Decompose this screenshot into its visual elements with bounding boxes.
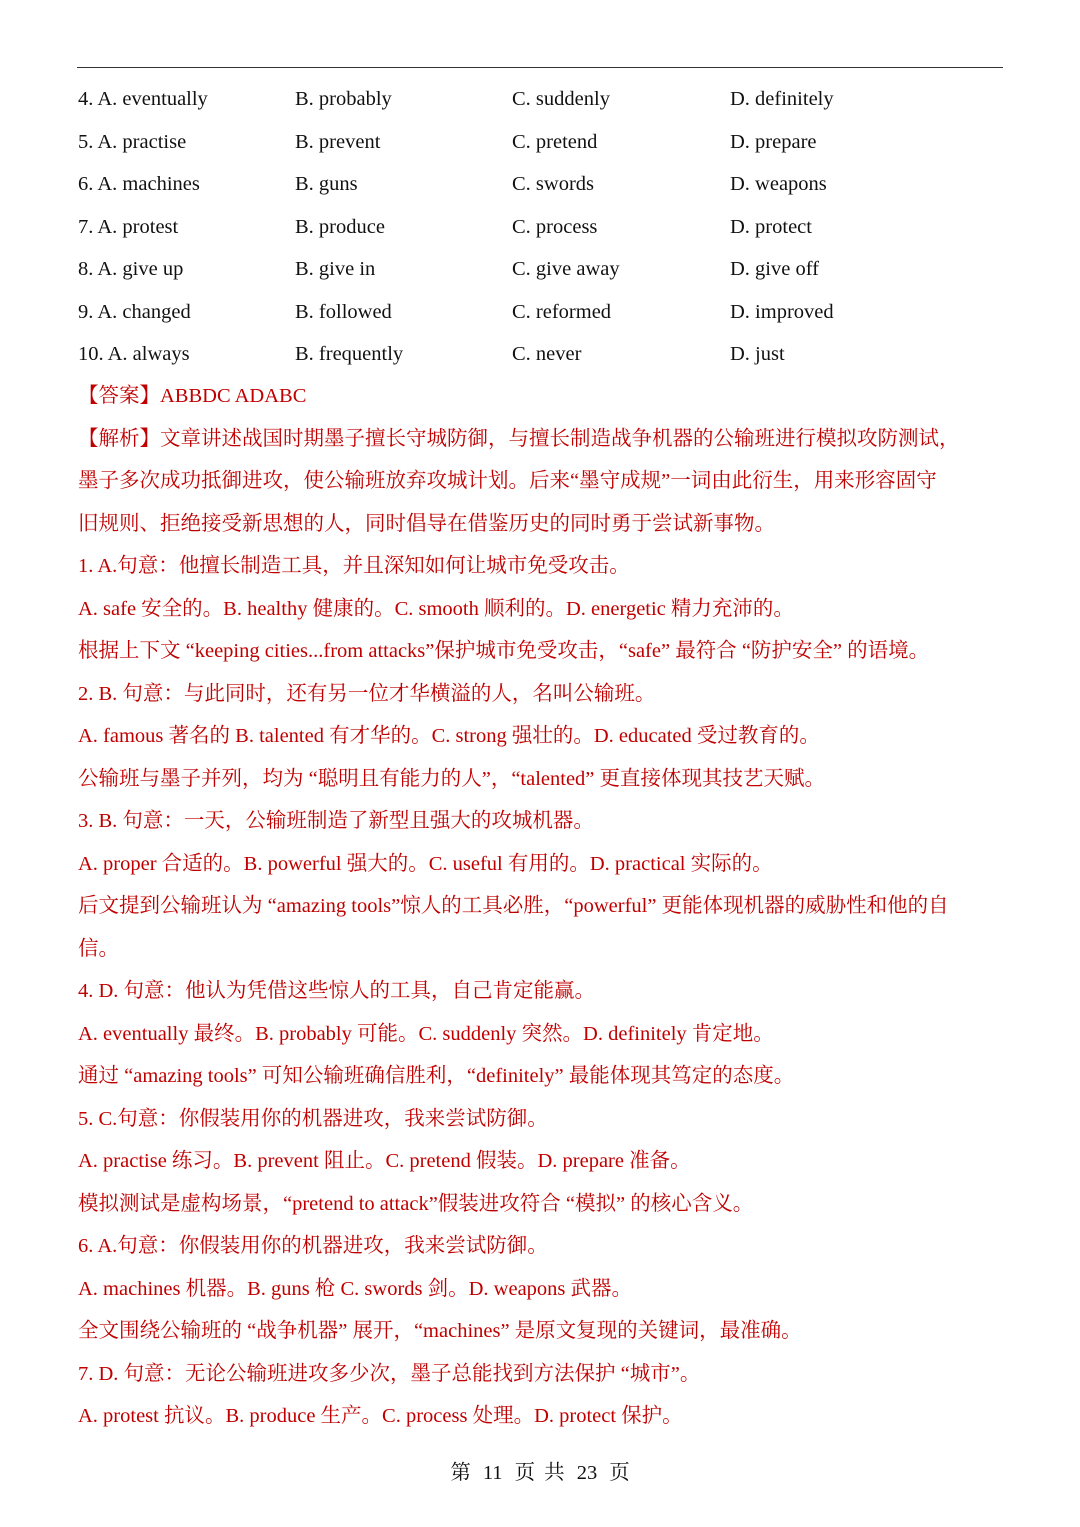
answer-analysis xyxy=(78,375,1008,1438)
option-d: D. protect xyxy=(730,215,812,238)
analysis-line: 模拟测试是虚构场景，“pretend to attack”假装进攻符合 “模拟” 的核心含义。 xyxy=(78,1192,754,1215)
option-b: B. prevent xyxy=(295,130,381,153)
option-b: B. guns xyxy=(295,173,358,195)
option-a: 5. A. practise xyxy=(78,130,187,153)
analysis-line: A. famous 著名的 B. talented 有才华的。C. strong 强壮的。D. educated 受过教育的。 xyxy=(78,725,820,747)
analysis-line: 4. D. 句意：他认为凭借这些惊人的工具，自己肯定能赢。 xyxy=(78,980,596,1002)
option-a: 7. A. protest xyxy=(78,215,179,238)
analysis-line: 后文提到公输班认为 “amazing tools”惊人的工具必胜，“powerful” 更能体现机器的威胁性和他的自 xyxy=(78,895,949,917)
option-row-6 xyxy=(78,163,1003,206)
option-d: D. improved xyxy=(730,300,834,323)
option-c: C. reformed xyxy=(512,300,612,323)
analysis-line: 全文围绕公输班的 “战争机器” 展开，“machines” 是原文复现的关键词，最准确。 xyxy=(78,1320,802,1342)
options-table xyxy=(78,78,1003,376)
option-row-7 xyxy=(78,206,1003,249)
option-b: B. produce xyxy=(295,215,385,238)
analysis-line: 通过 “amazing tools” 可知公输班确信胜利，“definitely” 最能体现其笃定的态度。 xyxy=(78,1065,795,1087)
option-a: 8. A. give up xyxy=(78,258,184,280)
analysis-line: 信。 xyxy=(78,937,119,960)
analysis-line: 5. C.句意：你假装用你的机器进攻，我来尝试防御。 xyxy=(78,1107,548,1130)
total-page-count: 23 xyxy=(576,1462,598,1484)
option-d: D. prepare xyxy=(730,130,817,153)
option-c: C. pretend xyxy=(512,130,598,153)
option-d: D. give off xyxy=(730,258,820,280)
option-b: B. give in xyxy=(295,258,376,280)
option-c: C. give away xyxy=(512,258,620,280)
analysis-line: A. machines 机器。B. guns 枪 C. swords 剑。D. weapons 武器。 xyxy=(78,1277,633,1300)
analysis-line: 公输班与墨子并列，均为 “聪明且有能力的人”，“talented” 更直接体现其技艺天赋。 xyxy=(78,767,826,790)
analysis-line: A. proper 合适的。B. powerful 强大的。C. useful 有用的。D. practical 实际的。 xyxy=(78,852,773,875)
header-rule xyxy=(77,67,1003,68)
footer-prefix: 第 xyxy=(450,1462,471,1484)
analysis-line: 根据上下文 “keeping cities...from attacks”保护城市免受攻击，“safe” 最符合 “防护安全” 的语境。 xyxy=(78,640,930,662)
option-b: B. probably xyxy=(295,88,392,110)
option-b: B. followed xyxy=(295,300,392,323)
analysis-line: A. practise 练习。B. prevent 阻止。C. pretend 假装。D. prepare 准备。 xyxy=(78,1150,691,1172)
analysis-line: 墨子多次成功抵御进攻，使公输班放弃攻城计划。后来“墨守成规”一词由此衍生，用来形容固守 xyxy=(78,470,937,492)
analysis-line: 7. D. 句意：无论公输班进攻多少次，墨子总能找到方法保护 “城市”。 xyxy=(78,1362,701,1385)
footer-middle: 页 共 xyxy=(514,1462,565,1484)
analysis-line: 2. B. 句意：与此同时，还有另一位才华横溢的人，名叫公输班。 xyxy=(78,682,656,705)
answer-key: 【答案】ABBDC ADABC xyxy=(78,385,307,407)
analysis-line: A. protest 抗议。B. produce 生产。C. process 处理。D. protect 保护。 xyxy=(78,1405,683,1427)
option-row-10 xyxy=(78,333,1003,376)
option-row-4 xyxy=(78,78,1003,121)
analysis-line: 【解析】文章讲述战国时期墨子擅长守城防御，与擅长制造战争机器的公输班进行模拟攻防测试， xyxy=(78,427,960,450)
option-a: 4. A. eventually xyxy=(78,88,208,110)
option-row-8 xyxy=(78,248,1003,291)
option-row-5 xyxy=(78,121,1003,164)
option-d: D. just xyxy=(730,343,785,365)
option-d: D. definitely xyxy=(730,88,834,110)
option-c: C. suddenly xyxy=(512,88,610,110)
page-footer xyxy=(0,1458,1080,1488)
option-c: C. swords xyxy=(512,173,595,195)
analysis-line: 6. A.句意：你假装用你的机器进攻，我来尝试防御。 xyxy=(78,1235,548,1257)
option-d: D. weapons xyxy=(730,173,827,195)
current-page-number: 11 xyxy=(482,1462,503,1484)
analysis-line: A. safe 安全的。B. healthy 健康的。C. smooth 顺利的。D. energetic 精力充沛的。 xyxy=(78,597,794,620)
analysis-line: 旧规则、拒绝接受新思想的人，同时倡导在借鉴历史的同时勇于尝试新事物。 xyxy=(78,512,775,535)
analysis-line: 3. B. 句意：一天，公输班制造了新型且强大的攻城机器。 xyxy=(78,810,594,832)
analysis-line: A. eventually 最终。B. probably 可能。C. suddenly 突然。D. definitely 肯定地。 xyxy=(78,1022,774,1045)
option-c: C. never xyxy=(512,343,582,365)
option-c: C. process xyxy=(512,215,598,238)
option-row-9 xyxy=(78,291,1003,334)
footer-suffix: 页 xyxy=(609,1462,630,1484)
option-b: B. frequently xyxy=(295,343,404,365)
option-a: 6. A. machines xyxy=(78,173,200,195)
option-a: 10. A. always xyxy=(78,343,190,365)
option-a: 9. A. changed xyxy=(78,300,191,323)
analysis-line: 1. A.句意：他擅长制造工具，并且深知如何让城市免受攻击。 xyxy=(78,555,630,577)
